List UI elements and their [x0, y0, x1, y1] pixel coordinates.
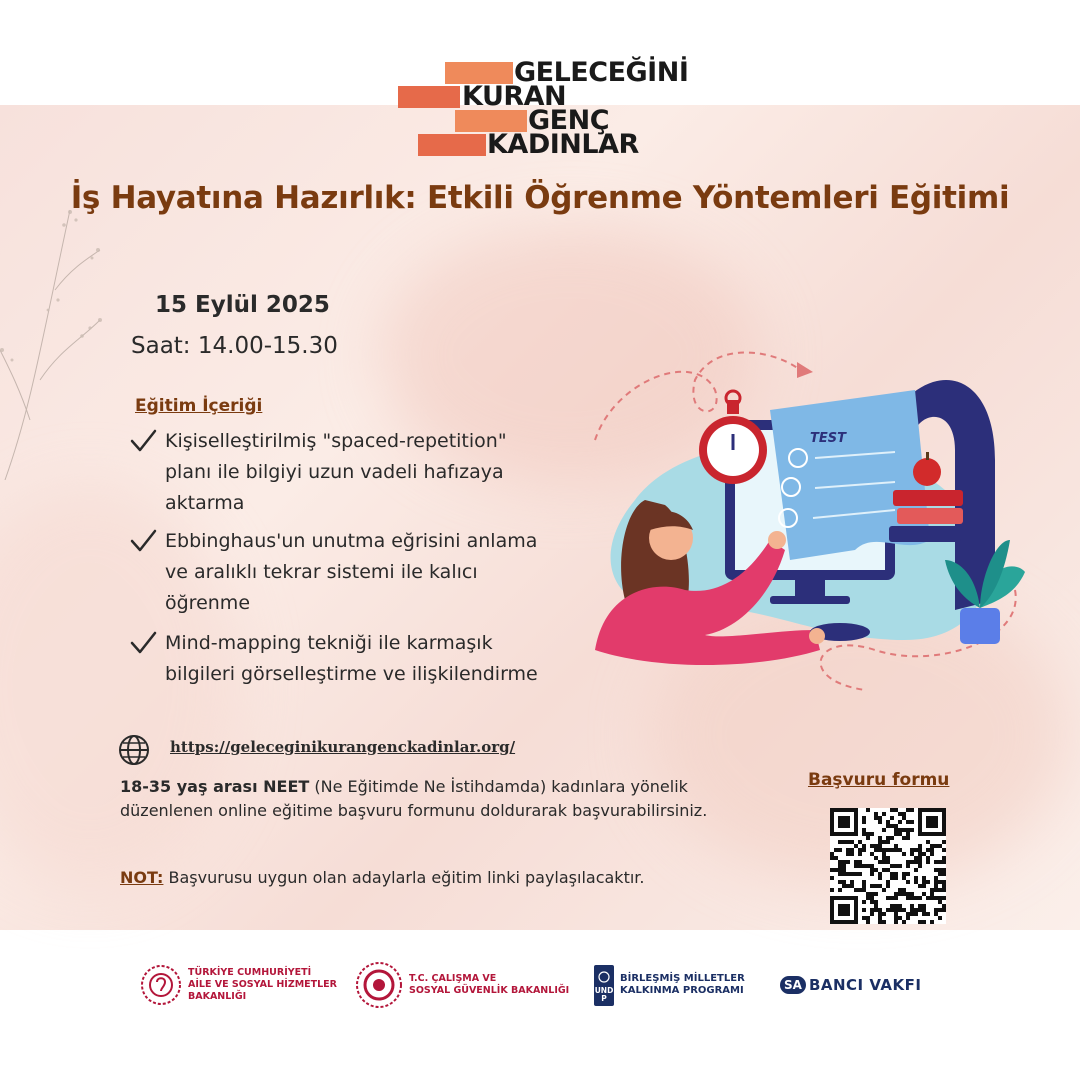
- apple-icon: [913, 458, 941, 486]
- note-label: NOT:: [120, 868, 164, 887]
- partner-undp: [594, 960, 745, 1010]
- undp-mark: UNDP: [594, 985, 614, 1003]
- sabanci-mark: SA: [780, 976, 806, 994]
- logo-bar: [418, 134, 486, 156]
- content-item: [128, 628, 558, 690]
- undp-logo: [594, 965, 614, 1006]
- event-date: 15 Eylül 2025: [155, 292, 330, 318]
- content-heading: Eğitim İçeriği: [135, 396, 263, 416]
- application-form-title: Başvuru formu: [808, 770, 950, 790]
- eligibility-description: [120, 775, 740, 823]
- checkmark-icon: [128, 526, 158, 556]
- checkmark-icon: [128, 426, 158, 456]
- logo-bar: [398, 86, 460, 108]
- book-icon: [897, 508, 963, 524]
- partner-labour-ministry: [355, 960, 569, 1010]
- event-title: İş Hayatına Hazırlık: Etkili Öğrenme Yöntemleri Eğitimi: [70, 180, 1010, 216]
- partner-3-line-1: BİRLEŞMİŞ MİLLETLER: [620, 973, 745, 984]
- un-emblem-icon: [597, 971, 611, 983]
- content-item: [128, 526, 558, 619]
- partner-2-line-2: SOSYAL GÜVENLİK BAKANLIĞI: [409, 985, 570, 996]
- ministry-gear-emblem-icon: [355, 961, 403, 1009]
- logo-line-2: KURAN: [462, 81, 567, 112]
- content-item-text: Ebbinghaus'un unutma eğrisini anlama ve aralıklı tekrar sistemi ile kalıcı öğrenme: [165, 530, 538, 614]
- partner-2-line-1: T.C. ÇALIŞMA VE: [409, 973, 497, 984]
- partner-1-line-2: AİLE VE SOSYAL HİZMETLER: [188, 979, 337, 990]
- note: [120, 868, 644, 887]
- globe-icon: [118, 734, 150, 766]
- pointing-hand: [768, 531, 786, 549]
- note-text: Başvurusu uygun olan adaylarla eğitim linki paylaşılacaktır.: [163, 868, 645, 887]
- book-icon: [889, 526, 961, 542]
- event-time: Saat: 14.00-15.30: [131, 333, 338, 359]
- sabanci-name: BANCI VAKFI: [808, 976, 922, 994]
- plant-pot-icon: [960, 608, 1000, 644]
- book-icon: [893, 490, 963, 506]
- partner-3-line-2: KALKINMA PROGRAMI: [620, 985, 744, 996]
- logo-line-3: GENÇ: [528, 105, 610, 136]
- website-link[interactable]: https://geleceginikurangenckadinlar.org/: [170, 738, 516, 756]
- qr-code[interactable]: [830, 808, 946, 924]
- content-item-text: Mind-mapping tekniği ile karmaşık bilgileri görselleştirme ve ilişkilendirme: [165, 632, 538, 685]
- ministry-emblem-icon: [140, 964, 182, 1006]
- eligibility-highlight: 18-35 yaş arası NEET: [120, 777, 310, 796]
- partner-1-line-1: TÜRKİYE CUMHURİYETİ: [188, 967, 312, 978]
- partner-1-line-3: BAKANLIĞI: [188, 991, 247, 1002]
- content-item-text: Kişiselleştirilmiş "spaced-repetition" planı ile bilgiyi uzun vadeli hafızaya aktarma: [165, 430, 507, 514]
- partner-family-ministry: [140, 960, 337, 1010]
- partner-sabanci: [780, 960, 922, 1010]
- eligibility-text: (Ne Eğitimde Ne İstihdamda) kadınlara yönelik düzenlenen online eğitime başvuru formunu doldurarak başvurabilirsiniz.: [120, 777, 708, 820]
- arrow-icon: [797, 362, 813, 378]
- checkmark-icon: [128, 628, 158, 658]
- study-illustration: [575, 340, 1035, 720]
- logo-line-4: KADINLAR: [487, 129, 639, 160]
- content-item: [128, 426, 558, 519]
- test-label: TEST: [810, 431, 846, 446]
- monitor-base: [770, 596, 850, 604]
- logo-line-1: GELECEĞİNİ: [514, 57, 689, 88]
